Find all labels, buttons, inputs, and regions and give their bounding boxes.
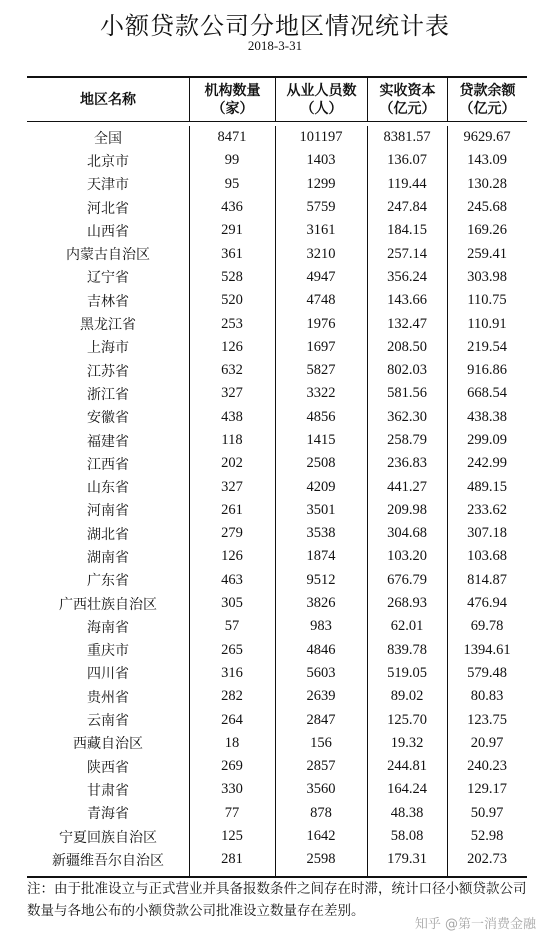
cell-employees: 5759 (306, 199, 336, 216)
table-row (27, 266, 527, 289)
table-row (27, 708, 527, 731)
cell-institutions: 463 (221, 571, 243, 588)
cell-employees: 2847 (306, 711, 336, 728)
table-row (27, 592, 527, 615)
cell-institutions: 118 (221, 432, 243, 448)
cell-region: 陕西省 (87, 759, 129, 776)
cell-paid-capital: 143.66 (387, 292, 427, 309)
header-institutions (189, 78, 275, 121)
header-paid-capital-label: 实收资本 (379, 82, 436, 99)
table-header-rule (27, 121, 527, 122)
cell-paid-capital: 268.93 (387, 595, 427, 612)
table-row (27, 499, 527, 522)
cell-institutions: 18 (224, 734, 240, 751)
cell-region: 辽宁省 (87, 270, 129, 287)
cell-region: 江西省 (87, 456, 129, 473)
table-row (27, 639, 527, 662)
cell-paid-capital: 362.30 (387, 408, 427, 425)
cell-institutions: 8471 (217, 129, 247, 146)
cell-employees: 101197 (299, 129, 343, 146)
cell-loan-balance: 438.38 (467, 408, 507, 425)
cell-employees: 1415 (306, 432, 336, 448)
cell-institutions: 632 (221, 362, 243, 379)
cell-loan-balance: 202.73 (467, 851, 507, 868)
cell-loan-balance: 123.75 (467, 711, 507, 728)
cell-loan-balance: 9629.67 (463, 129, 511, 146)
table-body (27, 126, 527, 876)
cell-paid-capital: 441.27 (387, 478, 427, 495)
cell-institutions: 261 (221, 501, 243, 518)
cell-employees: 156 (310, 734, 332, 751)
cell-employees: 3210 (306, 245, 336, 262)
cell-institutions: 99 (224, 152, 240, 169)
table-row (27, 545, 527, 568)
table-row (27, 406, 527, 429)
cell-institutions: 327 (221, 478, 243, 495)
header-institutions-label: 机构数量 (204, 82, 261, 99)
cell-loan-balance: 20.97 (470, 734, 504, 751)
cell-institutions: 281 (221, 851, 243, 868)
cell-employees: 1976 (306, 315, 336, 332)
table-row (27, 732, 527, 755)
table-row (27, 219, 527, 242)
table-row (27, 336, 527, 359)
cell-paid-capital: 19.32 (390, 734, 424, 751)
cell-region: 广西壮族自治区 (59, 596, 157, 613)
cell-paid-capital: 247.84 (387, 199, 427, 216)
cell-institutions: 57 (224, 618, 240, 635)
cell-institutions: 520 (221, 292, 243, 309)
cell-institutions: 253 (221, 315, 243, 332)
table-row (27, 382, 527, 405)
cell-paid-capital: 58.08 (390, 828, 424, 845)
cell-loan-balance: 259.41 (467, 245, 507, 262)
cell-employees: 5827 (306, 362, 336, 379)
cell-region: 浙江省 (87, 386, 129, 403)
cell-loan-balance: 240.23 (467, 758, 507, 775)
table-row (27, 825, 527, 848)
cell-institutions: 330 (221, 781, 243, 798)
cell-paid-capital: 209.98 (387, 501, 427, 518)
cell-employees: 3826 (306, 595, 336, 612)
header-region (27, 78, 189, 121)
cell-paid-capital: 62.01 (390, 618, 424, 635)
table-header (27, 78, 527, 121)
cell-paid-capital: 132.47 (387, 315, 427, 332)
cell-employees: 1874 (306, 548, 336, 565)
cell-region: 湖北省 (87, 526, 129, 543)
report-date: 2018-3-31 (247, 38, 303, 53)
table-row (27, 685, 527, 708)
cell-paid-capital: 839.78 (387, 641, 427, 658)
cell-paid-capital: 48.38 (390, 804, 424, 821)
cell-employees: 1403 (306, 152, 336, 169)
cell-region: 河北省 (87, 200, 129, 217)
cell-region: 西藏自治区 (73, 736, 143, 753)
table-row (27, 802, 527, 825)
cell-region: 重庆市 (87, 643, 129, 660)
cell-loan-balance: 668.54 (467, 385, 507, 402)
cell-paid-capital: 164.24 (387, 781, 427, 798)
cell-employees: 3538 (306, 525, 336, 542)
cell-loan-balance: 219.54 (467, 338, 507, 355)
table-row (27, 359, 527, 382)
cell-region: 吉林省 (87, 293, 129, 310)
cell-institutions: 305 (221, 595, 243, 612)
cell-institutions: 291 (221, 222, 243, 239)
table-row (27, 312, 527, 335)
cell-paid-capital: 125.70 (387, 711, 427, 728)
cell-paid-capital: 356.24 (387, 268, 427, 285)
cell-loan-balance: 307.18 (467, 525, 507, 542)
cell-loan-balance: 489.15 (467, 478, 507, 495)
page-title: 小额贷款公司分地区情况统计表 (100, 12, 450, 40)
cell-paid-capital: 136.07 (387, 152, 427, 169)
table-row (27, 778, 527, 801)
cell-region: 广东省 (87, 573, 129, 590)
cell-loan-balance: 916.86 (467, 362, 507, 379)
table-row (27, 755, 527, 778)
cell-paid-capital: 244.81 (387, 758, 427, 775)
header-loan-balance (447, 78, 527, 121)
cell-paid-capital: 676.79 (387, 571, 427, 588)
table-row (27, 289, 527, 312)
cell-employees: 3161 (306, 222, 336, 239)
cell-employees: 4748 (306, 292, 336, 309)
cell-paid-capital: 802.03 (387, 362, 427, 379)
cell-institutions: 316 (221, 664, 243, 681)
cell-employees: 9512 (306, 571, 336, 588)
cell-employees: 4209 (306, 478, 336, 495)
cell-loan-balance: 299.09 (467, 432, 507, 448)
cell-paid-capital: 179.31 (387, 851, 427, 868)
cell-employees: 2508 (306, 455, 336, 472)
header-loan-balance-label: 贷款余额 (459, 82, 516, 99)
cell-region: 海南省 (87, 619, 129, 636)
cell-paid-capital: 304.68 (387, 525, 427, 542)
header-employees-label: 从业人员数 (286, 82, 357, 99)
cell-loan-balance: 143.09 (467, 152, 507, 169)
header-paid-capital-unit: （亿元） (379, 100, 436, 117)
cell-employees: 4856 (306, 408, 336, 425)
table-row (27, 149, 527, 172)
cell-loan-balance: 579.48 (467, 664, 507, 681)
cell-employees: 4846 (306, 641, 336, 658)
table-row (27, 615, 527, 638)
table-row (27, 173, 527, 196)
cell-paid-capital: 519.05 (387, 664, 427, 681)
cell-institutions: 126 (221, 548, 243, 565)
cell-paid-capital: 184.15 (387, 222, 427, 239)
statistics-table (27, 76, 527, 878)
cell-institutions: 327 (221, 385, 243, 402)
header-paid-capital (367, 78, 447, 121)
cell-institutions: 282 (221, 688, 243, 705)
table-rows (27, 126, 527, 872)
cell-region: 天津市 (87, 177, 129, 194)
cell-institutions: 125 (221, 828, 243, 845)
table-row (27, 196, 527, 219)
cell-institutions: 77 (224, 804, 240, 821)
cell-institutions: 265 (221, 641, 243, 658)
cell-employees: 3501 (306, 501, 336, 518)
cell-employees: 5603 (306, 664, 336, 681)
cell-paid-capital: 236.83 (387, 455, 427, 472)
cell-employees: 983 (310, 618, 332, 635)
cell-paid-capital: 208.50 (387, 338, 427, 355)
cell-employees: 1299 (306, 175, 336, 192)
table-row (27, 475, 527, 498)
cell-institutions: 361 (221, 245, 243, 262)
header-employees-unit: （人） (300, 100, 343, 117)
cell-region: 青海省 (87, 806, 129, 823)
cell-region: 湖南省 (87, 549, 129, 566)
table-row (27, 242, 527, 265)
cell-employees: 4947 (306, 268, 336, 285)
cell-employees: 1697 (306, 338, 336, 355)
cell-loan-balance: 242.99 (467, 455, 507, 472)
cell-loan-balance: 52.98 (470, 828, 504, 845)
cell-employees: 878 (310, 804, 332, 821)
cell-employees: 3322 (306, 385, 336, 402)
cell-loan-balance: 110.75 (467, 292, 507, 309)
cell-institutions: 528 (221, 268, 243, 285)
cell-loan-balance: 110.91 (467, 315, 507, 332)
cell-paid-capital: 8381.57 (383, 129, 431, 146)
header-loan-balance-unit: （亿元） (459, 100, 516, 117)
cell-employees: 2857 (306, 758, 336, 775)
cell-region: 黑龙江省 (80, 317, 136, 334)
cell-region: 甘肃省 (87, 782, 129, 799)
cell-institutions: 269 (221, 758, 243, 775)
cell-region: 河南省 (87, 503, 129, 520)
cell-loan-balance: 245.68 (467, 199, 507, 216)
table-row (27, 662, 527, 685)
table-row (27, 569, 527, 592)
cell-region: 全国 (94, 130, 122, 147)
cell-loan-balance: 233.62 (467, 501, 507, 518)
cell-region: 云南省 (87, 713, 129, 730)
header-employees (275, 78, 367, 121)
cell-paid-capital: 103.20 (387, 548, 427, 565)
cell-institutions: 126 (221, 338, 243, 355)
cell-loan-balance: 476.94 (467, 595, 507, 612)
cell-employees: 2598 (306, 851, 336, 868)
cell-loan-balance: 50.97 (470, 804, 504, 821)
cell-institutions: 438 (221, 408, 243, 425)
cell-institutions: 436 (221, 199, 243, 216)
cell-region: 上海市 (87, 340, 129, 357)
cell-employees: 3560 (306, 781, 336, 798)
cell-paid-capital: 257.14 (387, 245, 427, 262)
cell-paid-capital: 258.79 (387, 432, 427, 448)
cell-loan-balance: 303.98 (467, 268, 507, 285)
cell-region: 宁夏回族自治区 (59, 829, 157, 846)
cell-loan-balance: 129.17 (467, 781, 507, 798)
cell-paid-capital: 581.56 (387, 385, 427, 402)
cell-region: 山东省 (87, 480, 129, 497)
cell-paid-capital: 89.02 (390, 688, 424, 705)
cell-region: 安徽省 (87, 410, 129, 427)
cell-region: 新疆维吾尔自治区 (52, 852, 164, 869)
watermark: 知乎 @第一消费金融 (414, 917, 536, 932)
header-region-label: 地区名称 (80, 91, 136, 108)
cell-loan-balance: 169.26 (467, 222, 507, 239)
cell-institutions: 279 (221, 525, 243, 542)
cell-paid-capital: 119.44 (387, 175, 427, 192)
table-row (27, 848, 527, 871)
cell-loan-balance: 1394.61 (463, 641, 511, 658)
cell-employees: 1642 (306, 828, 336, 845)
cell-loan-balance: 69.78 (470, 618, 504, 635)
cell-region: 江苏省 (87, 363, 129, 380)
cell-institutions: 264 (221, 711, 243, 728)
cell-institutions: 202 (221, 455, 243, 472)
cell-loan-balance: 80.83 (470, 688, 504, 705)
footnote: 注：由于批准设立与正式营业并具备报数条件之间存在时滞，统计口径小额贷款公司数量与各地公布的小额贷款公司批准设立数量存在差别。 (27, 881, 527, 919)
cell-institutions: 95 (224, 175, 240, 192)
cell-region: 福建省 (87, 433, 129, 450)
header-institutions-unit: （家） (211, 100, 254, 117)
cell-region: 北京市 (87, 153, 129, 170)
cell-loan-balance: 814.87 (467, 571, 507, 588)
cell-region: 内蒙古自治区 (66, 247, 150, 264)
table-row (27, 522, 527, 545)
cell-region: 贵州省 (87, 689, 129, 706)
cell-loan-balance: 103.68 (467, 548, 507, 565)
table-row (27, 126, 527, 149)
table-row (27, 452, 527, 475)
cell-region: 四川省 (87, 666, 129, 683)
cell-region: 山西省 (87, 223, 129, 240)
cell-employees: 2639 (306, 688, 336, 705)
table-row (27, 429, 527, 452)
cell-loan-balance: 130.28 (467, 175, 507, 192)
